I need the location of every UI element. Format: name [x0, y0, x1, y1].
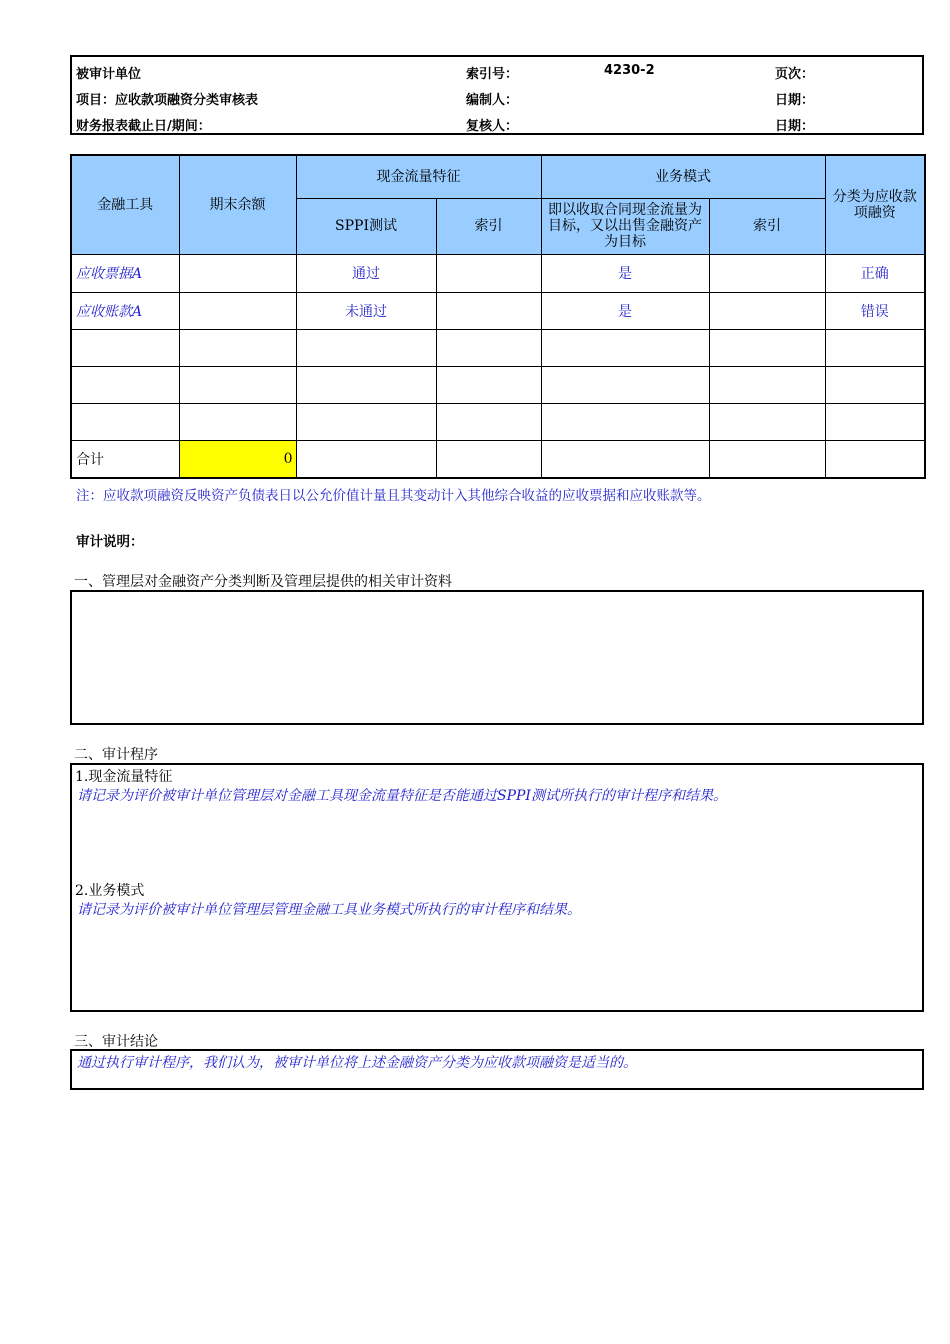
cell-classified[interactable]: [825, 403, 925, 440]
item1-title: 1.现金流量特征: [75, 769, 173, 785]
conclusion-text[interactable]: 通过执行审计程序，我们认为，被审计单位将上述金融资产分类为应收款项融资是适当的。: [77, 1055, 637, 1071]
entity-label: 被审计单位: [76, 67, 142, 82]
col-model: 即以收取合同现金流量为目标，又以出售金融资产为目标: [541, 198, 709, 254]
section1-title: 一、管理层对金融资产分类判断及管理层提供的相关审计资料: [74, 574, 452, 590]
cell-classified[interactable]: 正确: [825, 254, 925, 292]
date-label-1: 日期：: [775, 93, 815, 108]
table-row: [71, 254, 925, 292]
total-empty-cell: [436, 440, 541, 478]
item2-text[interactable]: 请记录为评价被审计单位管理层管理金融工具业务模式所执行的审计程序和结果。: [77, 902, 581, 918]
col-index-1: 索引: [436, 198, 541, 254]
cell-sppi[interactable]: [296, 329, 436, 366]
cell-instrument[interactable]: 应收账款A: [71, 292, 179, 329]
table-row: [71, 329, 925, 366]
reviewer-label: 复核人：: [466, 119, 519, 134]
col-sppi: SPPI测试: [296, 198, 436, 254]
cell-index2[interactable]: [709, 403, 825, 440]
total-row: [71, 440, 925, 478]
classification-table: [70, 154, 926, 479]
cell-index2[interactable]: [709, 254, 825, 292]
section1-box[interactable]: [70, 590, 924, 725]
cell-model[interactable]: [541, 403, 709, 440]
cell-sppi[interactable]: [296, 366, 436, 403]
table-note: 注：应收款项融资反映资产负债表日以公允价值计量且其变动计入其他综合收益的应收票据和应收账款等。: [76, 488, 711, 504]
col-balance: 期末余额: [179, 155, 296, 254]
item2-title: 2.业务模式: [75, 883, 145, 899]
cell-sppi[interactable]: 通过: [296, 254, 436, 292]
cell-model[interactable]: 是: [541, 292, 709, 329]
cell-index2[interactable]: [709, 292, 825, 329]
total-empty-cell: [825, 440, 925, 478]
total-empty-cell: [541, 440, 709, 478]
cell-classified[interactable]: [825, 366, 925, 403]
cell-balance[interactable]: [179, 366, 296, 403]
preparer-label: 编制人：: [466, 93, 519, 108]
cell-index2[interactable]: [709, 329, 825, 366]
cell-index1[interactable]: [436, 254, 541, 292]
total-value: 0: [179, 440, 296, 478]
section3-box[interactable]: [70, 1049, 924, 1090]
total-empty-cell: [296, 440, 436, 478]
table-row: [71, 366, 925, 403]
cell-index1[interactable]: [436, 292, 541, 329]
col-instrument: 金融工具: [71, 155, 179, 254]
group-business: 业务模式: [541, 155, 825, 198]
cell-balance[interactable]: [179, 403, 296, 440]
page-label: 页次：: [775, 67, 815, 82]
item1-text[interactable]: 请记录为评价被审计单位管理层对金融工具现金流量特征是否能通过SPPI测试所执行的审计程序和结果。: [77, 788, 727, 804]
group-cashflow: 现金流量特征: [296, 155, 541, 198]
cell-balance[interactable]: [179, 329, 296, 366]
section2-box[interactable]: [70, 763, 924, 1012]
audit-title: 审计说明：: [76, 534, 144, 550]
cell-model[interactable]: [541, 329, 709, 366]
date-label-2: 日期：: [775, 119, 815, 134]
section2-title: 二、审计程序: [74, 747, 158, 763]
cell-instrument[interactable]: [71, 366, 179, 403]
col-classified: 分类为应收款项融资: [825, 155, 925, 254]
cell-index1[interactable]: [436, 366, 541, 403]
period-label: 财务报表截止日/期间：: [76, 119, 211, 134]
table-row: [71, 292, 925, 329]
cell-instrument[interactable]: [71, 329, 179, 366]
col-index-2: 索引: [709, 198, 825, 254]
cell-model[interactable]: [541, 366, 709, 403]
cell-index1[interactable]: [436, 329, 541, 366]
cell-balance[interactable]: [179, 254, 296, 292]
cell-index1[interactable]: [436, 403, 541, 440]
header-box: [70, 55, 924, 135]
cell-sppi[interactable]: 未通过: [296, 292, 436, 329]
total-label: 合计: [71, 440, 179, 478]
cell-balance[interactable]: [179, 292, 296, 329]
cell-instrument[interactable]: 应收票据A: [71, 254, 179, 292]
cell-sppi[interactable]: [296, 403, 436, 440]
cell-classified[interactable]: 错误: [825, 292, 925, 329]
table-row: [71, 403, 925, 440]
cell-model[interactable]: 是: [541, 254, 709, 292]
cell-classified[interactable]: [825, 329, 925, 366]
index-label: 索引号：: [466, 67, 519, 82]
cell-index2[interactable]: [709, 366, 825, 403]
index-value: 4230-2: [604, 63, 655, 78]
total-empty-cell: [709, 440, 825, 478]
project-label: 项目：应收款项融资分类审核表: [76, 93, 259, 108]
cell-instrument[interactable]: [71, 403, 179, 440]
section3-title: 三、审计结论: [74, 1034, 158, 1050]
